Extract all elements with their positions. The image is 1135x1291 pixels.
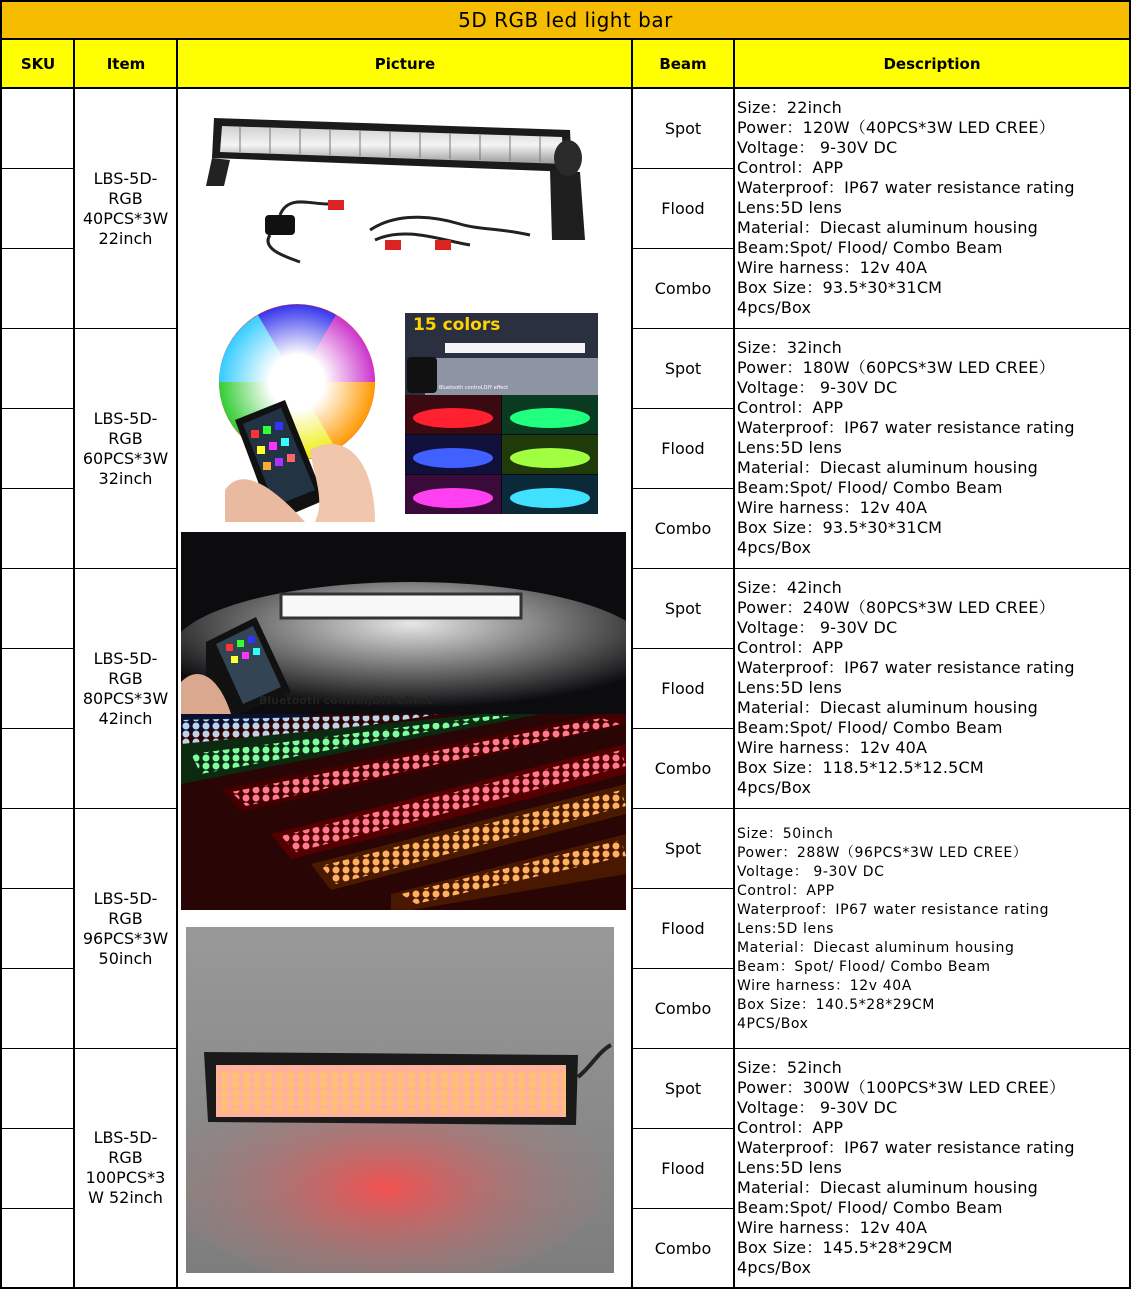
description-cell: Size：50inch Power：288W（96PCS*3W LED CREE） Voltage： 9-30V DC Control：APP Waterproof：IP67 water resistance rating Lens:5D lens Material：Diecast aluminum housing Beam：Spot/ Flood/ Combo Beam Wire harness：12v 40A Box Size：140.5*28*29CM 4PCS/Box	[737, 826, 1050, 1032]
beam-cell: Flood	[661, 199, 705, 218]
grid-line	[0, 1208, 74, 1209]
grid-line	[0, 40, 2, 1289]
grid-line	[0, 888, 74, 889]
item-cell: LBS-5D- RGB 80PCS*3W 42inch	[82, 648, 169, 728]
header-item: Item	[75, 40, 177, 89]
grid-line	[0, 728, 74, 729]
beam-cell: Flood	[661, 919, 705, 938]
grid-line	[0, 248, 74, 249]
header-sku: SKU	[2, 40, 74, 89]
grid-line	[0, 168, 74, 169]
header-beam: Beam	[633, 40, 733, 89]
grid-line	[0, 1128, 74, 1129]
color-wheel-app-photo	[215, 300, 380, 522]
header-picture: Picture	[178, 40, 632, 89]
beam-cell: Spot	[664, 119, 702, 138]
item-cell: LBS-5D- RGB 96PCS*3W 50inch	[82, 888, 169, 968]
description-cell: Size：42inch Power：240W（80PCS*3W LED CREE） Voltage： 9-30V DC Control：APP Waterproof：IP67 water resistance rating Lens:5D lens Material：Diecast aluminum housing Beam:Spot/ Flood/ Combo Beam Wire harness：12v 40A Box Size：118.5*12.5*12.5CM 4pcs/Box	[737, 578, 1075, 797]
grid-line	[733, 40, 735, 1289]
beam-cell: Spot	[664, 839, 702, 858]
grid-line	[0, 408, 74, 409]
beam-cell: Combo	[654, 519, 712, 538]
grid-line	[0, 1287, 1131, 1289]
beam-cell: Flood	[661, 679, 705, 698]
header-description: Description	[734, 40, 1130, 89]
beam-cell: Spot	[664, 1079, 702, 1098]
beam-cell: Flood	[661, 1159, 705, 1178]
item-cell: LBS-5D- RGB 60PCS*3W 32inch	[82, 408, 169, 488]
beam-cell: Spot	[664, 359, 702, 378]
grid-line	[176, 40, 178, 1289]
grid-line	[1129, 40, 1131, 1289]
beam-cell: Flood	[661, 439, 705, 458]
app-caption-small: Bluetooth control,DIY effect	[439, 385, 509, 391]
bluetooth-caption: Bluetooth control,DIY effect	[259, 694, 433, 707]
description-cell: Size：32inch Power：180W（60PCS*3W LED CREE） Voltage： 9-30V DC Control：APP Waterproof：IP67 water resistance rating Lens:5D lens Material：Diecast aluminum housing Beam:Spot/ Flood/ Combo Beam Wire harness：12v 40A Box Size：93.5*30*31CM 4pcs/Box	[737, 338, 1075, 557]
colors-badge: 15 colors	[413, 315, 501, 335]
grid-line	[0, 648, 74, 649]
grid-line	[0, 488, 74, 489]
item-cell: LBS-5D- RGB 100PCS*3 W 52inch	[85, 1128, 166, 1207]
description-cell: Size：22inch Power：120W（40PCS*3W LED CREE） Voltage： 9-30V DC Control：APP Waterproof：IP67 water resistance rating Lens:5D lens Material：Diecast aluminum housing Beam:Spot/ Flood/ Combo Beam Wire harness：12v 40A Box Size：93.5*30*31CM 4pcs/Box	[737, 98, 1075, 317]
sheet-title: 5D RGB led light bar	[0, 0, 1131, 40]
colored-bars-photo	[181, 714, 626, 910]
grid-line	[0, 968, 74, 969]
beam-cell: Combo	[654, 759, 712, 778]
light-bar-product-photo	[200, 100, 610, 280]
red-glow-light-bar-photo	[186, 927, 614, 1273]
fifteen-colors-photo	[405, 313, 598, 514]
item-cell: LBS-5D- RGB 40PCS*3W 22inch	[82, 168, 169, 248]
beam-cell: Spot	[664, 599, 702, 618]
bluetooth-control-photo	[181, 532, 626, 714]
beam-cell: Combo	[654, 279, 712, 298]
description-cell: Size：52inch Power：300W（100PCS*3W LED CREE） Voltage： 9-30V DC Control：APP Waterproof：IP67 water resistance rating Lens:5D lens Material：Diecast aluminum housing Beam:Spot/ Flood/ Combo Beam Wire harness：12v 40A Box Size：145.5*28*29CM 4pcs/Box	[737, 1058, 1075, 1277]
beam-cell: Combo	[654, 1238, 712, 1258]
beam-cell: Combo	[654, 999, 712, 1018]
